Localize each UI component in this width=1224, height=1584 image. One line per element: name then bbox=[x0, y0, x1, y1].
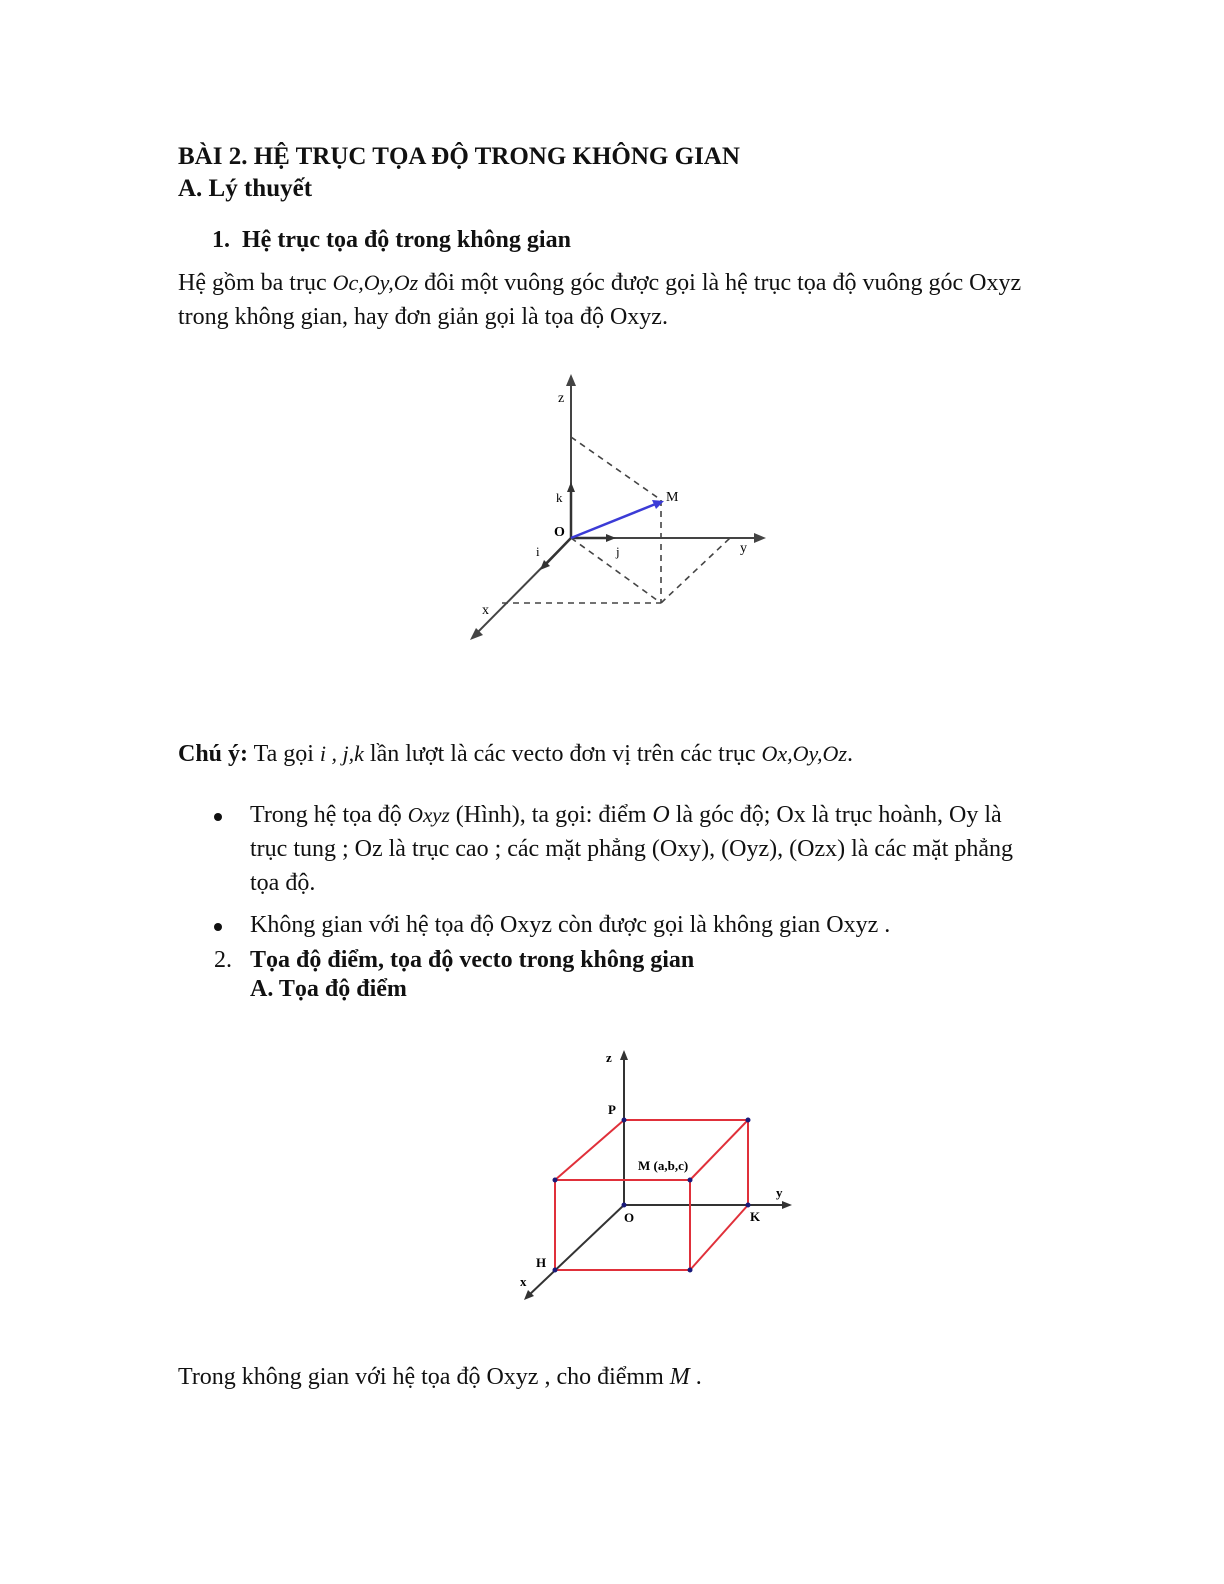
z-label: z bbox=[606, 1050, 612, 1065]
section1-heading bbox=[212, 227, 571, 254]
y-label: y bbox=[776, 1185, 783, 1200]
m-label: M (a,b,c) bbox=[638, 1158, 689, 1173]
box-edge bbox=[690, 1205, 748, 1270]
y-label: y bbox=[740, 541, 747, 556]
z-label: z bbox=[558, 391, 565, 406]
bullet-item-1 bbox=[214, 798, 1034, 900]
point-p bbox=[622, 1118, 627, 1123]
point-coordinates-figure bbox=[500, 1040, 820, 1310]
section-heading-theory: A. Lý thuyết bbox=[178, 175, 313, 202]
i-vector bbox=[544, 538, 571, 566]
i-label: i bbox=[536, 544, 540, 559]
x-axis bbox=[528, 1205, 624, 1296]
point-k bbox=[746, 1203, 751, 1208]
box-edge bbox=[690, 1120, 748, 1180]
box-vertices bbox=[553, 1118, 751, 1273]
para-math-axes: Oc,Oy,Oz bbox=[332, 270, 419, 295]
bullet-dot bbox=[214, 813, 222, 821]
origin-label: O bbox=[624, 1210, 635, 1225]
b2-text: Không gian với hệ tọa độ Oxyz còn được gọi là không gian Oxyz . bbox=[250, 912, 891, 938]
note-end: . bbox=[847, 741, 854, 767]
vertex bbox=[746, 1118, 751, 1123]
section2-title: Tọa độ điểm, tọa độ vecto trong không gian bbox=[250, 947, 695, 973]
coordinate-system-figure bbox=[440, 370, 800, 650]
section1-paragraph bbox=[178, 266, 1038, 334]
z-axis-arrow bbox=[566, 374, 576, 386]
bullet-dot bbox=[214, 923, 222, 931]
p-label: P bbox=[608, 1102, 616, 1117]
note-unit-vectors: i , j,k bbox=[319, 741, 364, 766]
bullet-list bbox=[214, 798, 1034, 950]
page-title: BÀI 2. HỆ TRỤC TỌA ĐỘ TRONG KHÔNG GIAN bbox=[178, 143, 740, 170]
point-m-label: M bbox=[666, 490, 679, 505]
x-label: x bbox=[520, 1274, 527, 1289]
dashed-z-to-m bbox=[571, 437, 661, 500]
z-axis-arrow bbox=[620, 1050, 628, 1060]
bullet-item-2 bbox=[214, 908, 1034, 942]
para-part2: đôi một vuông góc được gọi là hệ trục tọa độ vuông góc Oxyz trong không gian, hay đơn giản gọi là tọa độ Oxyz. bbox=[178, 270, 1022, 330]
k-label: k bbox=[556, 490, 563, 505]
note-label: Chú ý: bbox=[178, 741, 249, 767]
b1-part2: (Hình), ta gọi: điểm bbox=[455, 802, 647, 828]
note-part2: lần lượt là các vecto đơn vị trên các trục bbox=[369, 741, 756, 767]
last-end: . bbox=[695, 1364, 702, 1390]
x-label: x bbox=[482, 603, 489, 618]
om-vector bbox=[571, 503, 658, 538]
note-part1: Ta gọi bbox=[253, 741, 314, 767]
section2-number: 2. bbox=[214, 947, 232, 973]
point-m bbox=[688, 1178, 693, 1183]
last-math: M bbox=[669, 1364, 690, 1390]
closing-paragraph bbox=[178, 1360, 702, 1394]
vertex bbox=[553, 1178, 558, 1183]
box-edge bbox=[555, 1120, 624, 1180]
vertex bbox=[688, 1268, 693, 1273]
y-axis-arrow bbox=[754, 533, 766, 543]
section2-heading bbox=[214, 945, 694, 975]
dashed-foot-to-y bbox=[661, 538, 730, 603]
j-label: j bbox=[616, 544, 620, 559]
section2-subheading: A. Tọa độ điểm bbox=[250, 976, 407, 1002]
section1-number: 1. bbox=[212, 227, 230, 253]
section1-title: Hệ trục tọa độ trong không gian bbox=[242, 227, 571, 253]
coordinate-box bbox=[555, 1120, 748, 1270]
b1-part1: Trong hệ tọa độ bbox=[250, 802, 402, 828]
origin-label: O bbox=[554, 525, 565, 540]
point-h bbox=[553, 1268, 558, 1273]
b1-part3: là góc độ; Ox là trục hoành, Oy là trục tung ; Oz là trục cao ; các mặt phẳng (Oxy), (Oyz), (Ozx) là các mặt phẳng tọa độ. bbox=[250, 802, 1014, 896]
b1-math2: O bbox=[652, 802, 670, 828]
para-part1: Hệ gồm ba trục bbox=[178, 270, 327, 296]
h-label: H bbox=[536, 1255, 547, 1270]
note-axes: Ox,Oy,Oz bbox=[761, 741, 848, 766]
k-label: K bbox=[750, 1209, 761, 1224]
k-vector-head bbox=[567, 482, 575, 492]
j-vector-head bbox=[606, 534, 616, 542]
point-o bbox=[622, 1203, 627, 1208]
last-part1: Trong không gian với hệ tọa độ Oxyz , cho điểmm bbox=[178, 1364, 664, 1390]
y-axis-arrow bbox=[782, 1201, 792, 1209]
note-paragraph bbox=[178, 737, 1078, 771]
b1-math: Oxyz bbox=[407, 803, 450, 827]
